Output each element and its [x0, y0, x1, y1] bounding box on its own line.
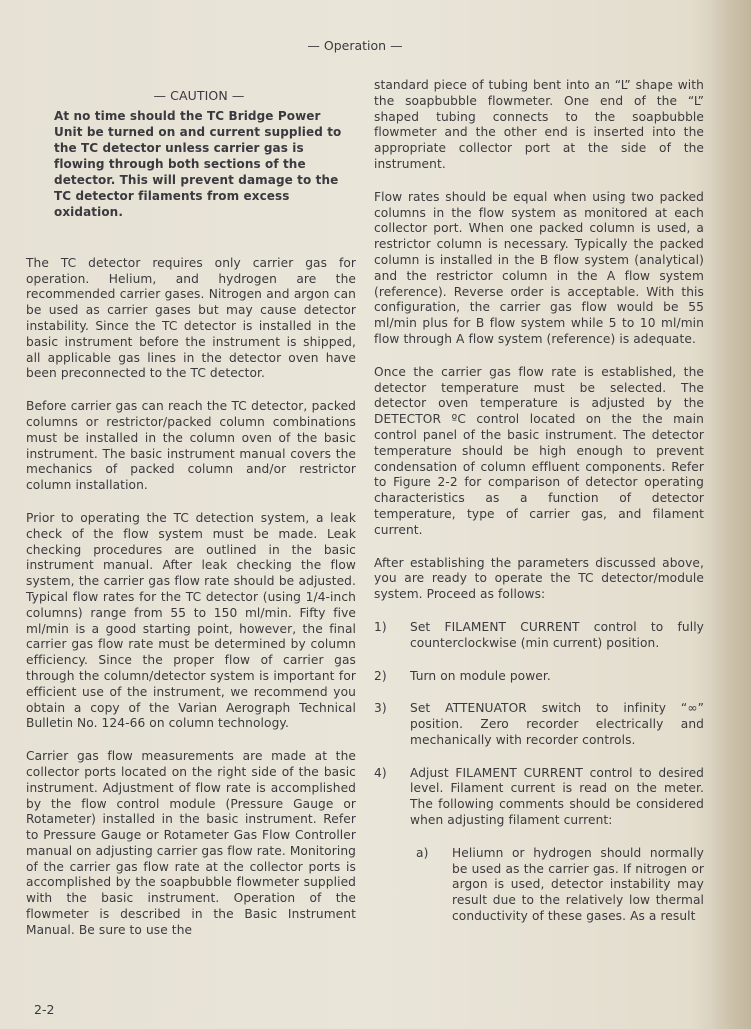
caution-box [26, 88, 344, 220]
paragraph: standard piece of tubing bent into an “L” shape with the soapbubble flowmeter. One end of the “L” shaped tubing connects to the soapbubble flowmeter and the other end is inserted into the appropriate collector port at the side of the instrument. [374, 78, 704, 171]
step-text: Set FILAMENT CURRENT control to fully counterclockwise (min current) position. [410, 619, 704, 650]
substep-text: Heliumn or hydrogen should normally be used as the carrier gas. If nitrogen or argon is used, detector instability may result due to the relatively low thermal conductivity of these gases. As a result [452, 845, 704, 924]
procedure-substep [416, 846, 704, 925]
step-number: 2) [374, 668, 387, 683]
paragraph: Before carrier gas can reach the TC detector, packed columns or restrictor/packed column combinations must be installed in the column oven of the basic instrument. The basic instrument manual covers the mechanics of packed column and/or restrictor column installation. [26, 399, 356, 493]
paragraph: Once the carrier gas flow rate is established, the detector temperature must be selected. The detector oven temperature is adjusted by the DETECTOR ºC control located on the the main control panel of the basic instrument. The detector temperature should be high enough to prevent condensation of column effluent components. Refer to Figure 2-2 for comparison of detector operating characteristics as a function of detector temperature, type of carrier gas, and filament current. [374, 364, 704, 537]
procedure-step [374, 766, 704, 829]
page-number: 2-2 [34, 1002, 55, 1017]
step-number: 4) [374, 765, 387, 780]
paragraph: The TC detector requires only carrier gas for operation. Helium, and hydrogen are the recommended carrier gases. Nitrogen and argon can be used as carrier gases but may cause detector instability. Since the TC detector is installed in the basic instrument before the instrument is shipped, all applicable gas lines in the detector oven have been preconnected to the TC detector. [26, 255, 356, 381]
left-column [26, 88, 356, 956]
step-text: Adjust FILAMENT CURRENT control to desired level. Filament current is read on the meter. The following comments should be considered when adjusting filament current: [410, 765, 704, 828]
procedure-step [374, 620, 704, 652]
step-number: 1) [374, 619, 387, 634]
procedure-step [374, 701, 704, 748]
paragraph: Flow rates should be equal when using two packed columns in the flow system as monitored at each collector port. When one packed column is used, a restrictor column is necessary. Typically the packed column is installed in the B flow system (analytical) and the restrictor column in the A flow system (reference). Reverse order is acceptable. With this configuration, the carrier gas flow would be 55 ml/min plus for B flow system while 5 to 10 ml/min flow through A flow system (reference) is adequate. [374, 189, 704, 346]
running-header: — Operation — [307, 38, 403, 53]
procedure-step [374, 669, 704, 685]
paragraph: Carrier gas flow measurements are made at the collector ports located on the right side of the basic instrument. Adjustment of flow rate is accomplished by the flow control module (Pressure Gauge or Rotameter) installed in the basic instrument. Refer to Pressure Gauge or Rotameter Gas Flow Controller manual on adjusting carrier gas flow rate. Monitoring of the carrier gas flow rate at the collector ports is accomplished by the soapbubble flowmeter supplied with the basic instrument. Operation of the flowmeter is described in the Basic Instrument Manual. Be sure to use the [26, 749, 356, 937]
paragraph: Prior to operating the TC detection system, a leak check of the flow system must be made. Leak checking procedures are outlined in the basic instrument manual. After leak checking the flow system, the carrier gas flow rate should be adjusted. Typical flow rates for the TC detector (using 1/4-inch columns) range from 55 to 150 ml/min. Fifty five ml/min is a good starting point, however, the final carrier gas flow rate must be determined by column efficiency. Since the proper flow of carrier gas through the column/detector system is important for efficient use of the instrument, we recommend you obtain a copy of the Varian Aerograph Technical Bulletin No. 124-66 on column technology. [26, 510, 356, 731]
caution-body: At no time should the TC Bridge Power Unit be turned on and current supplied to the TC detector unless carrier gas is flowing through both sections of the detector. This will prevent damage to the TC detector filaments from excess oxidation. [54, 108, 342, 219]
substep-letter: a) [416, 845, 429, 860]
right-column [374, 78, 704, 925]
step-text: Turn on module power. [410, 668, 551, 683]
paragraph: After establishing the parameters discussed above, you are ready to operate the TC detector/module system. Proceed as follows: [374, 555, 704, 602]
step-number: 3) [374, 701, 387, 716]
page-edge-shadow [711, 0, 751, 1029]
step-text: Set ATTENUATOR switch to infinity “∞” position. Zero recorder electrically and mechanically with recorder controls. [410, 701, 704, 747]
caution-title: — CAUTION — [153, 88, 245, 103]
